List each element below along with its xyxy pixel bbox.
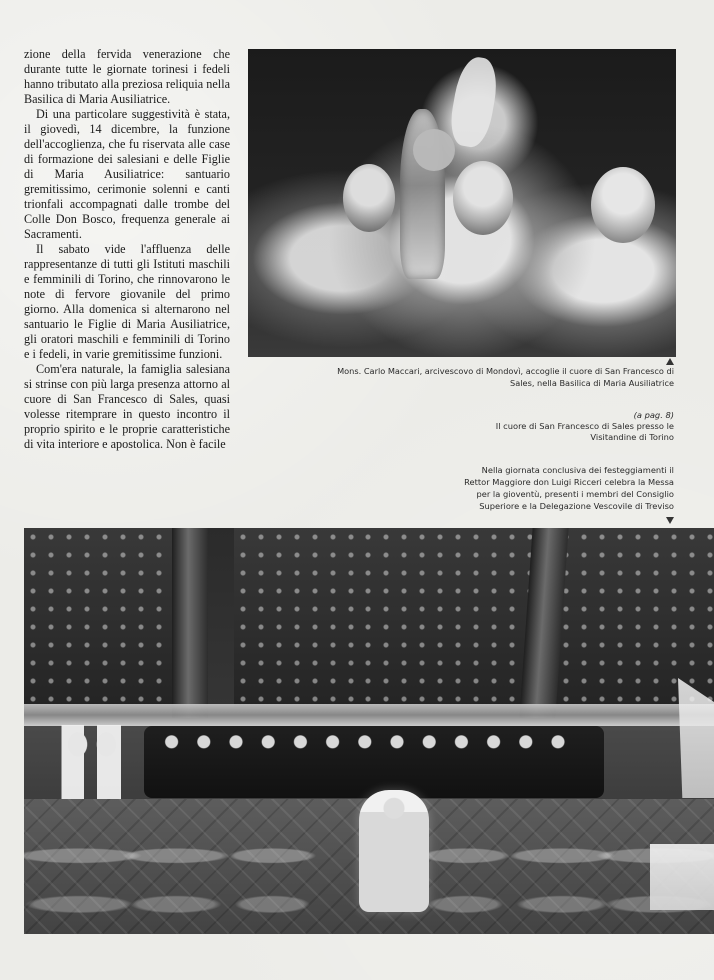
caption-arrow-down-icon — [666, 517, 674, 524]
clergy-face-left — [343, 164, 395, 232]
clergy-face-right — [591, 167, 655, 243]
bottom-photo — [24, 528, 714, 934]
article-paragraph-4: Com'era naturale, la famiglia salesiana si strinse con più larga presenza attorno al cuore di San Francesco di Sales, quasi volesse ritemprare in questo incontro il proprio spirito e le proprie caratteristiche di vita interiore e apostolica. Non è facile — [24, 362, 230, 451]
crowd-left — [24, 528, 194, 708]
top-photo — [248, 49, 676, 357]
page-reference: (a pag. 8) — [633, 410, 674, 420]
church-column-left — [172, 528, 208, 718]
closing-day-caption: Nella giornata conclusiva dei festeggiamenti il Rettor Maggiore don Luigi Ricceri celebra la Messa per la gioventù, presenti i membri del Consiglio Superiore e la Delegazione Vescovile di Treviso — [464, 465, 674, 511]
article-text — [24, 47, 230, 517]
article-paragraph-2: Di una particolare suggestività è stata, il giovedì, 14 dicembre, la funzione dell'accoglienza, che fu riservata alle case di formazione dei salesiani e delle Figlie di Maria Ausiliatrice: santuario gremitissimo, cerimonie solenni e canti trionfali accompagnati dalle trombe del Colle Don Bosco, frequenza generale ai Sacramenti. — [24, 107, 230, 241]
article-paragraph-3: Il sabato vide l'affluenza delle rappresentanze di tutti gli Istituti maschili e femminili di Torino, che rinnovarono le note di fervore giovanile del primo giorno. Alla domenica si alternarono nel santuario le Figlie di Maria Ausiliatrice, gli oratori maschili e femminili di Torino e i fedeli, in varie gremitissime funzioni. — [24, 242, 230, 361]
reliquary — [400, 109, 445, 279]
visitandine-caption: Il cuore di San Francesco di Sales presso le Visitandine di Torino — [495, 421, 674, 442]
clergy-row — [144, 726, 604, 798]
lectern — [650, 844, 714, 910]
caption-arrow-up-icon — [666, 358, 674, 365]
archbishop-face — [453, 161, 513, 235]
reference-caption — [464, 410, 674, 443]
altar-rail — [24, 704, 714, 726]
celebrant — [359, 790, 429, 912]
article-paragraph-1: zione della fervida venerazione che durante tutte le giornate torinesi i fedeli hanno tributato alla preziosa reliquia nella Basilica di Maria Ausiliatrice. — [24, 47, 230, 106]
top-photo-caption: Mons. Carlo Maccari, arcivescovo di Mondovì, accoglie il cuore di San Francesco di Sales, nella Basilica di Maria Ausiliatrice — [337, 366, 674, 388]
crowd-center — [234, 528, 359, 708]
